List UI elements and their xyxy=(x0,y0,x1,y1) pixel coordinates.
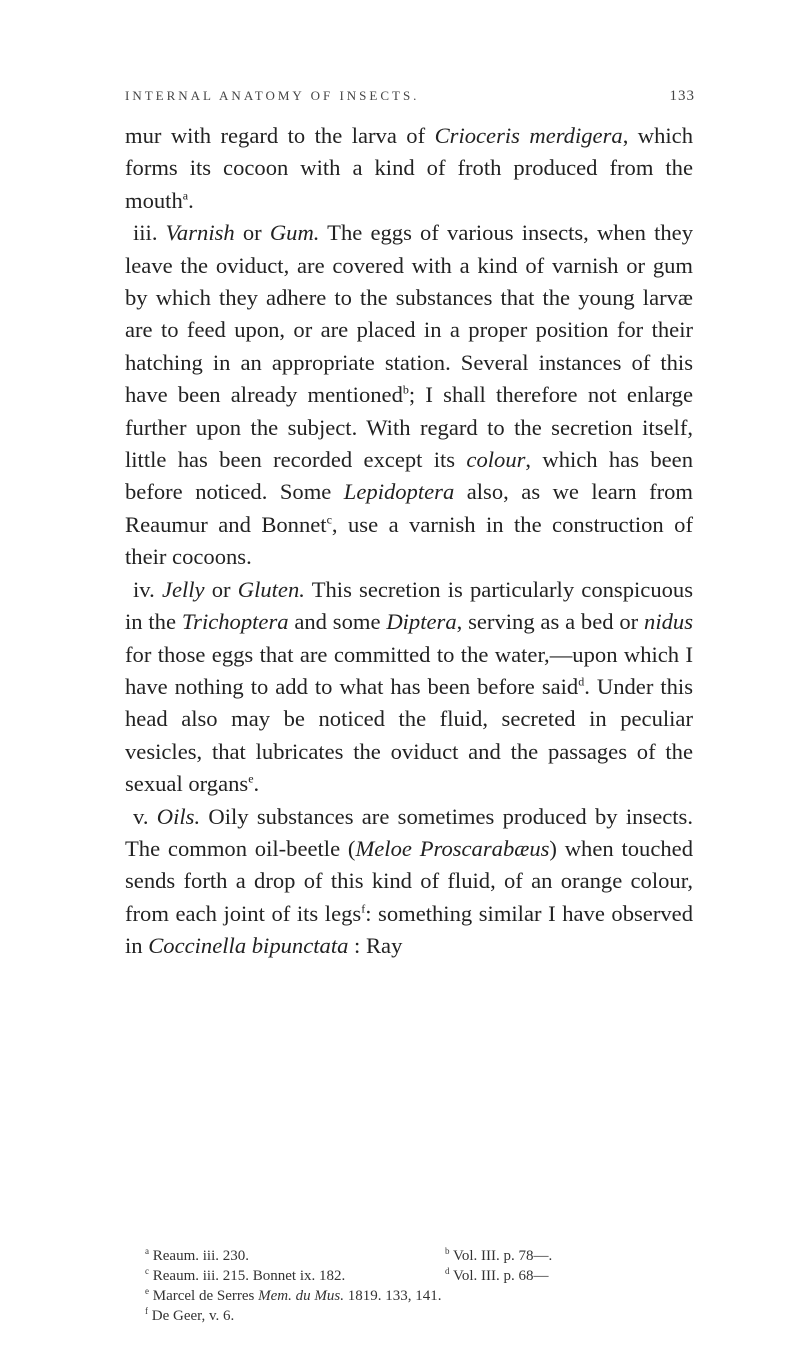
footnote-ref-b: b xyxy=(402,382,409,397)
species-name: Meloe Proscarabæus xyxy=(355,835,550,861)
body-text xyxy=(125,120,693,963)
section-heading: Jelly xyxy=(161,576,205,602)
footnote-ref-c: c xyxy=(326,512,332,527)
species-name: Crioceris merdigera xyxy=(434,123,623,148)
running-title: INTERNAL ANATOMY OF INSECTS. xyxy=(125,88,420,103)
section-heading-alt: Gluten. xyxy=(237,576,305,602)
section-jelly: iv. Jelly or Gluten. This secretion is particularly conspicuous in the Trichoptera and some Diptera, serving as a bed or nidus for those eggs that are committed to the water,—upon which I have nothing to add to what has been before said$^d$. Under this head also may be noticed the fluid, secreted in peculiar vesicles, that lubricates the oviduct and the passages of the sexual organs$^e$. xyxy=(125,576,694,797)
footnote-b: $^b$ Vol. III. p. 78—. xyxy=(445,1246,553,1264)
section-varnish: iii. Varnish or Gum. The eggs of various insects, when they leave the oviduct, are covered with a kind of varnish or gum by which they adhere to the substances that the young larvæ are to feed upon, or are placed in a proper position for their hatching in an appropriate station. Several instances of this have been already mentioned$^b$; I shall therefore not enlarge further upon the subject. With regard to the secretion itself, little has been recorded except its colour, which has been before noticed. Some Lepidoptera also, as we learn from Reaumur and Bonnet$^c$, use a varnish in the construction of their cocoons. xyxy=(125,220,694,570)
footnote-row xyxy=(145,1306,705,1326)
footnote-row xyxy=(145,1286,705,1306)
running-header xyxy=(125,88,695,112)
section-heading-alt: Gum. xyxy=(269,220,320,246)
section-oils: v. Oils. Oily substances are sometimes produced by insects. The common oil-beetle (Meloe Proscarabæus) when touched sends forth a drop of this kind of fluid, of an orange colour, from each joint of its legs$^f$: something similar I have observed in Coccinella bipunctata : Ray xyxy=(125,803,693,959)
page-number: 133 xyxy=(669,88,695,104)
footnote-c: $^c$ Reaum. iii. 215. Bonnet ix. 182. xyxy=(145,1266,346,1284)
section-heading: Varnish xyxy=(165,220,235,246)
footnote-a: $^a$ Reaum. iii. 230. xyxy=(145,1246,249,1264)
footnotes xyxy=(145,1246,705,1326)
footnote-ref-f: f xyxy=(361,901,366,916)
footnote-e: $^e$ Marcel de Serres Mem. du Mus. 1819. 133, 141. xyxy=(145,1286,442,1304)
footnote-ref-e: e xyxy=(248,771,254,786)
section-heading: Oils. xyxy=(156,803,201,829)
footnote-ref-d: d xyxy=(578,674,585,689)
footnote-row xyxy=(145,1246,705,1266)
footnote-row xyxy=(145,1266,705,1286)
paragraph-continuation: mur with regard to the larva of Crioceris merdigera, which forms its cocoon with a kind of froth produced from the mouth$^a$. xyxy=(125,123,694,213)
footnote-d: $^d$ Vol. III. p. 68— xyxy=(445,1266,549,1284)
footnote-ref-a: a xyxy=(182,188,189,203)
footnote-f: $^f$ De Geer, v. 6. xyxy=(145,1306,235,1324)
species-name: Coccinella bipunctata xyxy=(148,933,349,959)
